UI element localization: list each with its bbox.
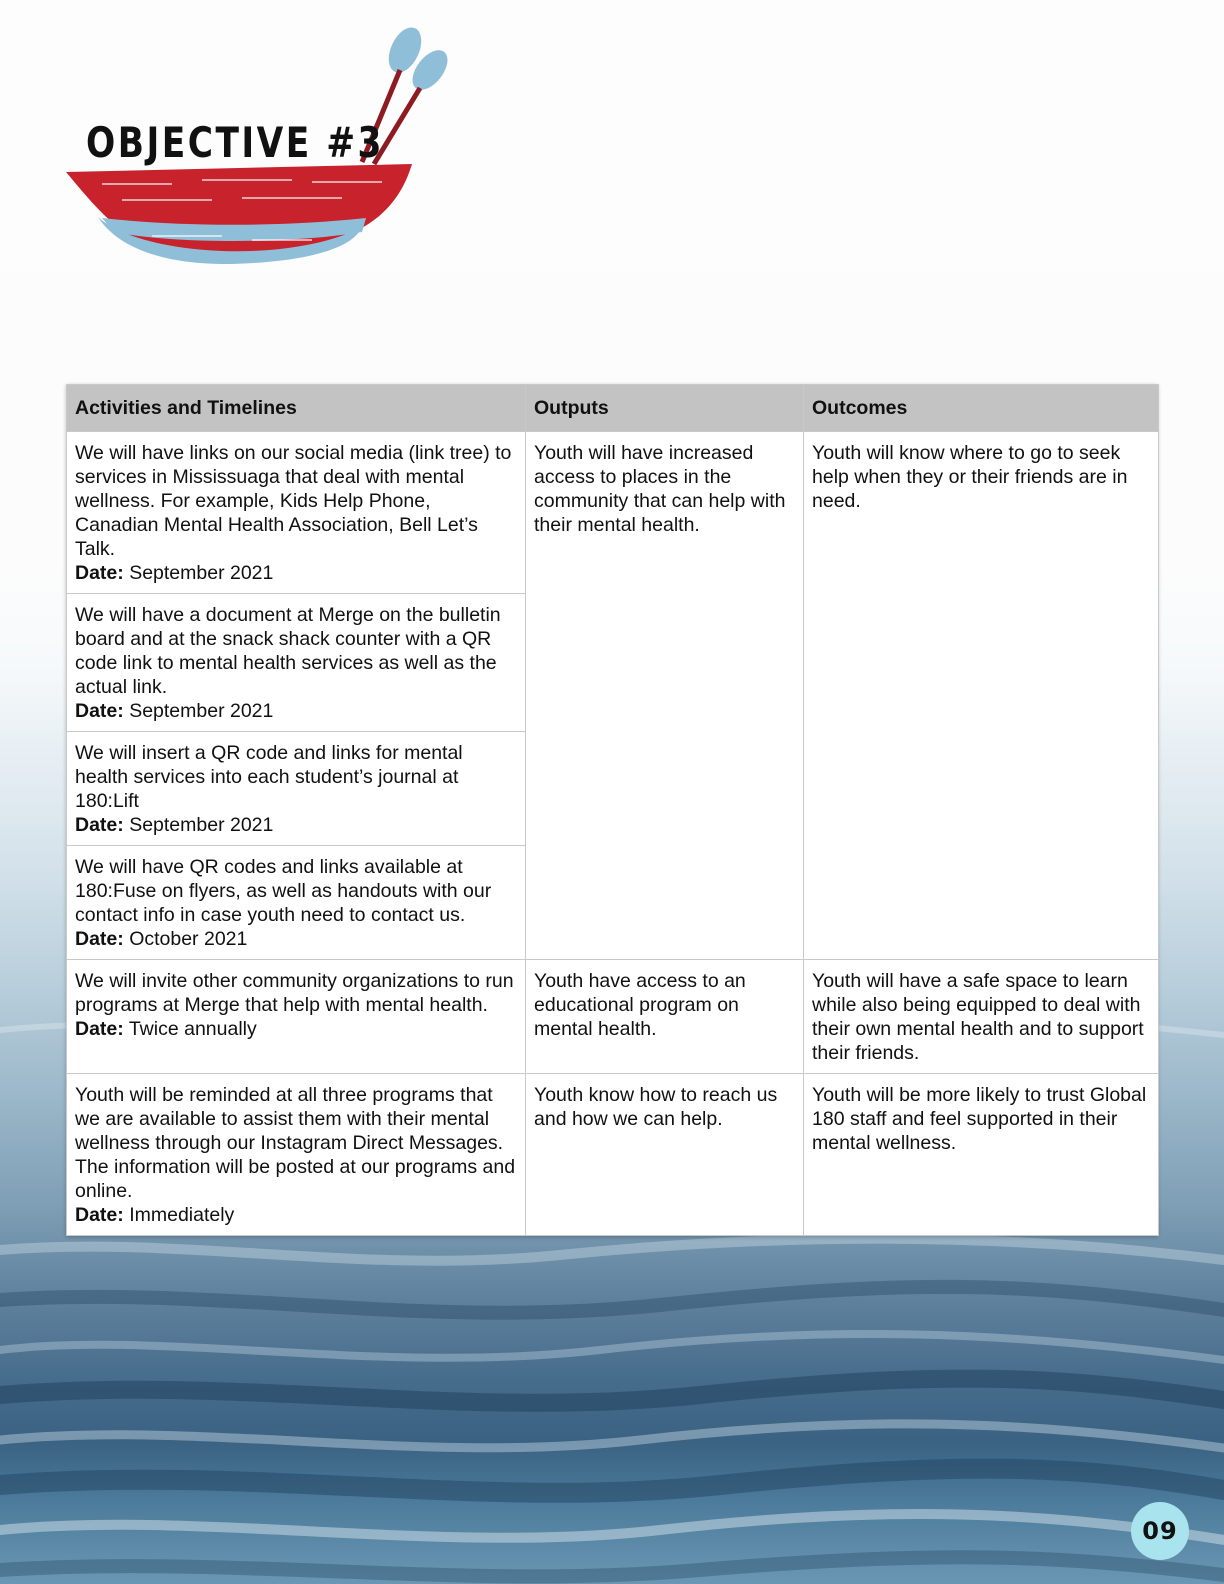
outcome-cell: Youth will have a safe space to learn while also being equipped to deal with their own mental health and to support their friends. [804,960,1159,1074]
page-number-badge: 09 [1131,1502,1189,1560]
header-activities: Activities and Timelines [67,385,526,432]
activity-date: Immediately [129,1204,235,1226]
activity-text: We will insert a QR code and links for mental health services into each student’s journal at 180:Lift [75,742,463,812]
activity-text: We will have QR codes and links available at 180:Fuse on flyers, as well as handouts with our contact info in case youth need to contact us. [75,856,492,926]
table-row [67,1074,1159,1236]
table-header-row [67,385,1159,432]
activity-cell [67,594,526,732]
activity-date: Twice annually [128,1018,257,1040]
date-label: Date: [75,562,124,584]
output-cell: Youth have access to an educational program on mental health. [526,960,804,1074]
date-label: Date: [75,928,124,950]
activity-date: September 2021 [129,814,274,836]
header-outcomes: Outcomes [804,385,1159,432]
date-label: Date: [75,814,124,836]
activity-date: September 2021 [129,700,274,722]
objective-title: OBJECTIVE #3 [86,118,384,167]
outcome-cell: Youth will know where to go to seek help when they or their friends are in need. [804,432,1159,960]
activity-date: October 2021 [129,928,248,950]
date-label: Date: [75,700,124,722]
date-label: Date: [75,1204,124,1226]
output-cell: Youth will have increased access to places in the community that can help with their mental health. [526,432,804,960]
objective-table [66,384,1158,1236]
activity-cell [67,960,526,1074]
table-row [67,960,1159,1074]
activity-text: We will invite other community organizations to run programs at Merge that help with mental health. [75,970,514,1016]
output-cell: Youth know how to reach us and how we can help. [526,1074,804,1236]
activity-text: We will have links on our social media (link tree) to services in Mississuaga that deal with mental wellness. For example, Kids Help Phone, Canadian Mental Health Association, Bell Let’s Talk. [75,442,512,560]
activity-cell [67,432,526,594]
activity-cell [67,732,526,846]
activity-text: We will have a document at Merge on the bulletin board and at the snack shack counter with a QR code link to mental health services as well as the actual link. [75,604,501,698]
table-row [67,432,1159,594]
header-outputs: Outputs [526,385,804,432]
activity-cell [67,846,526,960]
date-label: Date: [75,1018,124,1040]
outcome-cell: Youth will be more likely to trust Global 180 staff and feel supported in their mental wellness. [804,1074,1159,1236]
activity-date: September 2021 [129,562,274,584]
activity-text: Youth will be reminded at all three programs that we are available to assist them with their mental wellness through our Instagram Direct Messages. The information will be posted at our programs and online. [75,1084,516,1202]
activity-cell [67,1074,526,1236]
